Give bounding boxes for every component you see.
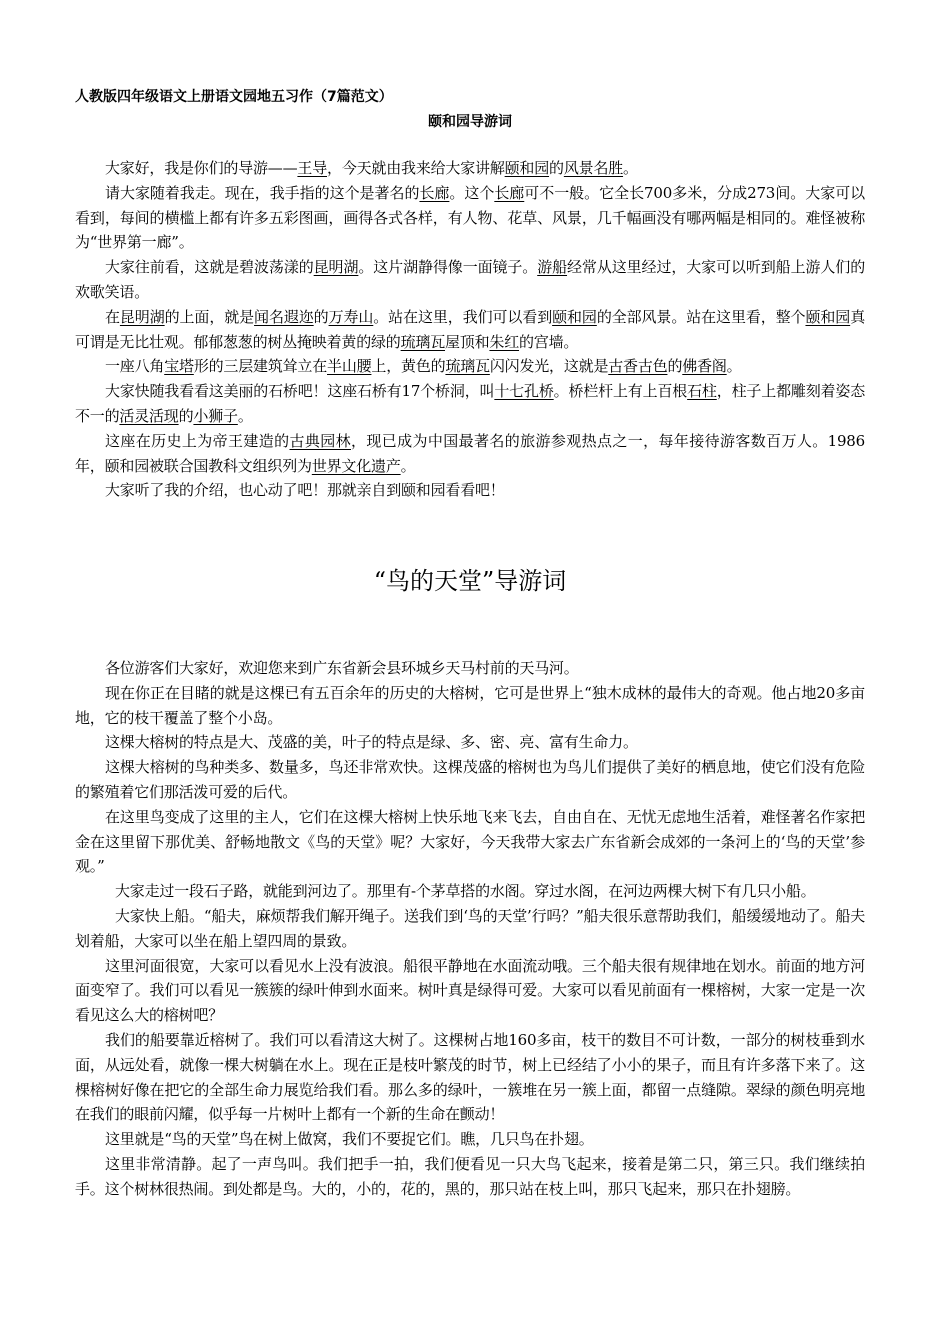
underlined-term: 昆明湖 — [313, 258, 359, 277]
text-run: 屋顶和 — [445, 332, 490, 351]
essay1-paragraph — [75, 354, 865, 379]
text-run: 闪闪发光，这就是 — [489, 357, 609, 376]
text-run: 大家好，我是你们的导游—— — [105, 159, 298, 177]
essay1-body — [75, 156, 865, 503]
text-run: 可不一般。它全长700多米，分成273间。大家可以看到，每间的横槛上都有许多五彩图画，画得各式各样，有人物、花草、风景，几千幅画没有哪两幅是相同的。难怪被称为“世界第一廊”。 — [75, 183, 865, 252]
text-run: 的宫墙。 — [519, 332, 579, 351]
text-run: 大家往前看，这就是碧波荡漾的 — [105, 258, 314, 277]
text-run: 上，黄色的 — [371, 357, 446, 376]
text-run: 大家听了我的介绍，也心动了吧！那就亲自到颐和园看看吧！ — [105, 481, 505, 500]
underlined-term: 佛香阁 — [682, 357, 727, 376]
text-run: 真可谓是无比壮观。郁郁葱葱的树丛掩映着黄的绿的 — [75, 307, 865, 351]
text-run: 。 — [623, 159, 638, 177]
text-run: 形的三层建筑耸立在 — [193, 357, 328, 376]
text-run: ，现已成为中国最著名的旅游参观热点之一，每年接待游客数百万人。1986年，颐和园被联合国教科文组织列为 — [75, 431, 865, 475]
essay1-title: 颐和园导游词 — [428, 114, 512, 130]
underlined-term: 长廊 — [419, 183, 450, 202]
text-run: 的上面，就是 — [164, 307, 255, 326]
document-title: 人教版四年级语文上册语文园地五习作（7篇范文） — [75, 89, 393, 105]
essay1-paragraph — [75, 429, 865, 479]
essay2-paragraph: 现在你正在目睹的就是这棵已有五百余年的历史的大榕树，它可是世界上“独木成林的最伟大的奇观。他占地20多亩地，它的枝干覆盖了整个小岛。 — [75, 683, 865, 727]
essay2-paragraph: 大家快上船。“船夫，麻烦帮我们解开绳子。送我们到‘鸟的天堂’行吗？”船夫很乐意帮助我们，船缓缓地动了。船夫划着船，大家可以坐在船上望四周的景致。 — [75, 906, 865, 950]
underlined-term: 王导 — [297, 159, 328, 177]
text-run: 大家快随我看看这美丽的石桥吧！这座石桥有17个桥洞，叫 — [105, 382, 495, 401]
underlined-term: 游船 — [537, 258, 568, 277]
underlined-term: 十七孔桥 — [494, 382, 554, 401]
text-run: 在 — [105, 307, 120, 326]
underlined-term: 颐和园 — [805, 307, 851, 326]
underlined-term: 古典园林 — [289, 431, 351, 450]
essay1-paragraph — [75, 255, 865, 305]
underlined-term: 朱红 — [489, 332, 520, 351]
essay1-paragraph — [75, 305, 865, 355]
underlined-term: 闻名遐迩 — [254, 307, 314, 326]
underlined-term: 琉璃瓦 — [445, 357, 490, 376]
underlined-term: 昆明湖 — [119, 307, 165, 326]
underlined-term: 半山腰 — [327, 357, 372, 376]
underlined-term: 古香古色 — [608, 357, 668, 376]
text-run: 这座在历史上为帝王建造的 — [105, 431, 290, 450]
underlined-term: 颐和园 — [504, 159, 550, 177]
underlined-term: 万寿山 — [328, 307, 374, 326]
essay2-paragraph: 这棵大榕树的鸟种类多、数量多，鸟还非常欢快。这棵茂盛的榕树也为鸟儿们提供了美好的栖息地，使它们没有危险的繁殖着它们那活泼可爱的后代。 — [75, 758, 865, 801]
header — [75, 86, 865, 133]
essay2-paragraph: 各位游客们大家好，欢迎您来到广东省新会县环城乡天马村前的天马河。 — [105, 659, 579, 677]
essay2-paragraph: 我们的船要靠近榕树了。我们可以看清这大树了。这棵树占地160多亩，枝干的数目不可计数，一部分的树枝垂到水面，从远处看，就像一棵大树躺在水上。现在正是枝叶繁茂的时节，树上已经结了小小的果子，而且有许多落下来了。这棵榕树好像在把它的全部生命力展览给我们看。那么多的绿叶，一簇堆在另一簇上面，都留一点缝隙。翠绿的颜色明亮地在我们的眼前闪耀，似乎每一片树叶上都有一个新的生命在颤动！ — [75, 1030, 865, 1124]
text-run: 。这片湖静得像一面镜子。 — [358, 258, 538, 277]
text-run: 。这个 — [449, 183, 495, 202]
text-run: 的全部风景。站在这里看，整个 — [596, 307, 806, 326]
underlined-term: 风景名胜 — [563, 159, 624, 177]
essay1-paragraph — [75, 181, 865, 255]
essay2-body — [75, 656, 865, 1202]
essay2-paragraph: 这里非常清静。起了一声鸟叫。我们把手一拍，我们便看见一只大鸟飞起来，接着是第二只，第三只。我们继续拍手。这个树林很热闹。到处都是鸟。大的，小的，花的，黑的，那只站在枝上叫，那只飞起来，那只在扑翅膀。 — [75, 1154, 865, 1198]
text-run: 。 — [726, 357, 742, 376]
underlined-term: 长廊 — [494, 183, 525, 202]
essay2-paragraph: 在这里鸟变成了这里的主人，它们在这棵大榕树上快乐地飞来飞去，自由自在、无忧无虑地生活着，难怪著名作家把金在这里留下那优美、舒畅地散文《鸟的天堂》呢？大家好，今天我带大家去广东省新会成郊的一条河上的‘鸟的天堂’参观。” — [75, 807, 865, 876]
essay2-paragraph: 这里河面很宽，大家可以看见水上没有波浪。船很平静地在水面流动哦。三个船夫很有规律地在划水。前面的地方河面变窄了。我们可以看见一簇簇的绿叶伸到水面来。树叶真是绿得可爱。大家可以看见前面有一棵榕树，大家一定是一次看见这么大的榕树吧？ — [75, 956, 865, 1025]
essay1-paragraph — [75, 156, 865, 181]
text-run: 经常从这里经过，大家可以听到船上游人们的欢歌笑语。 — [75, 258, 865, 301]
underlined-term: 石柱 — [687, 382, 717, 401]
text-run: ，今天就由我来给大家讲解 — [327, 159, 505, 177]
text-run: 的 — [178, 406, 194, 425]
text-run: ，柱子上都雕刻着姿态不一的 — [75, 382, 865, 425]
underlined-term: 世界文化遗产 — [311, 456, 401, 475]
underlined-term: 小狮子 — [193, 406, 238, 425]
essay2-paragraph: 大家走过一段石子路，就能到河边了。那里有-个茅草搭的水阁。穿过水阁，在河边两棵大树下有几只小船。 — [115, 882, 816, 901]
underlined-term: 颐和园 — [552, 307, 597, 326]
essay2-paragraph: 这里就是“鸟的天堂”鸟在树上做窝，我们不要捉它们。瞧，几只鸟在扑翅。 — [105, 1130, 594, 1149]
text-run: 。站在这里，我们可以看到 — [373, 307, 553, 326]
essay1-paragraph — [75, 379, 865, 429]
text-run: 一座八角 — [105, 357, 165, 376]
underlined-term: 宝塔 — [164, 357, 194, 376]
text-run: 。 — [237, 406, 253, 425]
essay1-paragraph — [75, 478, 865, 503]
underlined-term: 琉璃瓦 — [400, 332, 446, 351]
text-run: 请大家随着我走。现在，我手指的这个是著名的 — [105, 183, 420, 202]
text-run: 。桥栏杆上有上百根 — [553, 382, 688, 401]
text-run: 。 — [400, 456, 416, 475]
essay2-paragraph: 这棵大榕树的特点是大、茂盛的美，叶子的特点是绿、多、密、亮、富有生命力。 — [105, 733, 638, 752]
text-run: 的 — [313, 307, 329, 326]
text-run: 的 — [549, 159, 564, 177]
essay2-title: “鸟的天堂”导游词 — [373, 567, 567, 595]
underlined-term: 活灵活现 — [119, 406, 179, 425]
text-run: 的 — [667, 357, 683, 376]
